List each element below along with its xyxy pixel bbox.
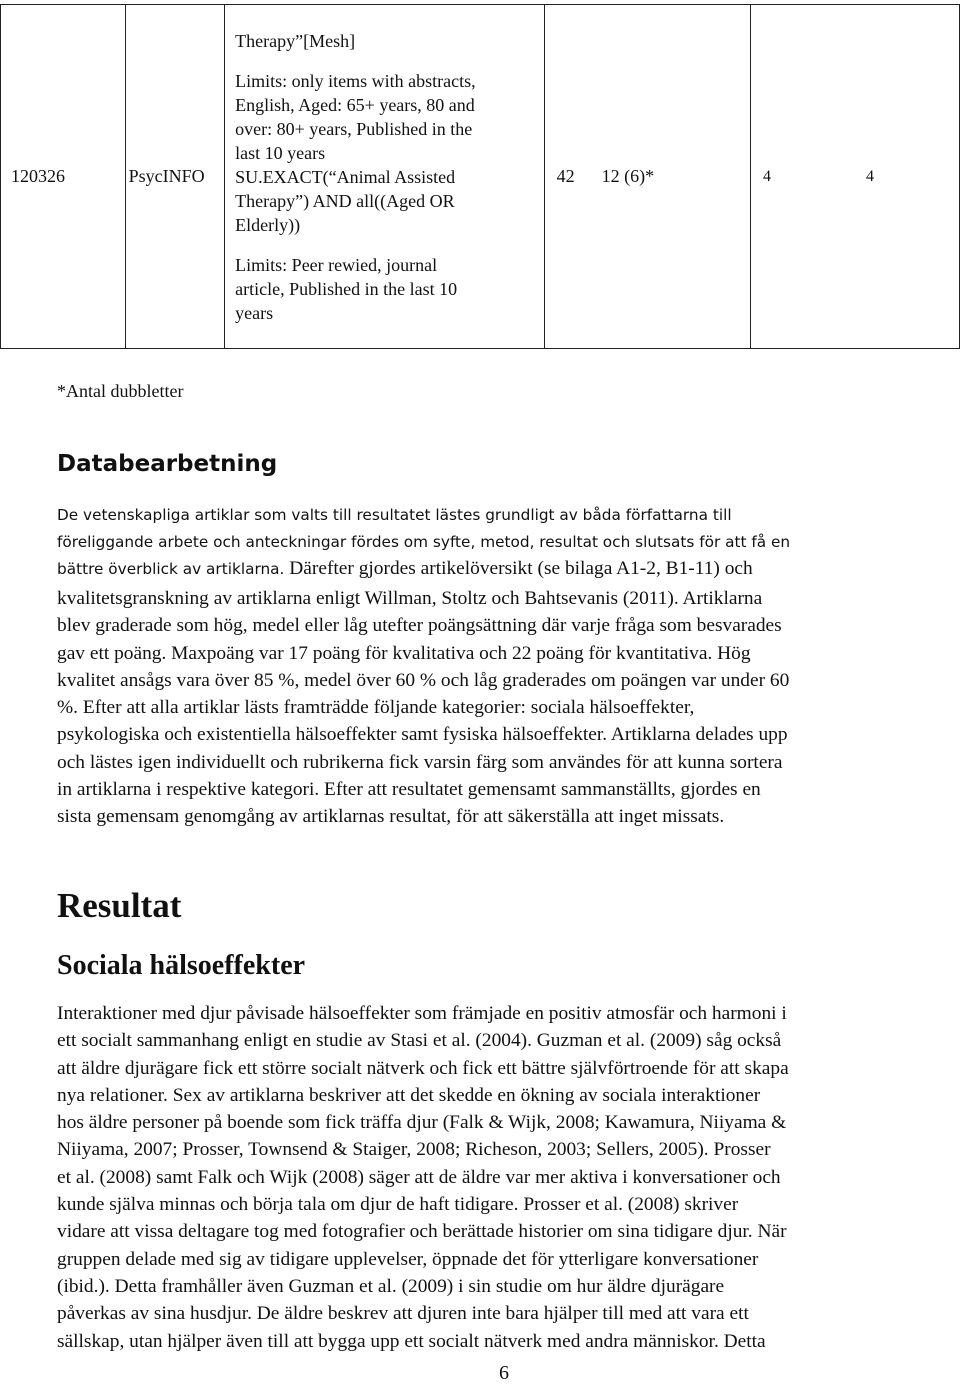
paragraph-line: psykologiska och existentiella hälsoeffekter samt fysiska hälsoeffekter. Artiklarna delades upp (57, 724, 788, 746)
databearbetning-paragraph (57, 502, 957, 582)
paragraph-line: kvalitetsgranskning av artiklarna enligt Willman, Stoltz och Bahtsevanis (2011). Artiklarna (57, 588, 763, 609)
paragraph-line: vidare att vissa deltagare tog med fotografier och berättade historier om sina tidigare djur. När (57, 1221, 787, 1243)
search-terms-lines (235, 29, 543, 325)
paragraph-line: Interaktioner med djur påvisade hälsoeffekter som främjade en positiv atmosfär och harmoni i (57, 1003, 787, 1024)
paragraph-line: påverkas av sina husdjur. De äldre beskrev att djuren inte bara hjälper till med att vara ett (57, 1303, 749, 1325)
paragraph-line: sista gemensam genomgång av artiklarnas resultat, för att säkerställa att inget missats. (57, 806, 725, 828)
paragraph-line: in artiklarna i respektive kategori. Efter att resultatet gemensamt sammanställts, gjordes en (57, 779, 761, 801)
subheading-sociala-halsoeffekter: Sociala hälsoeffekter (57, 950, 306, 981)
search-table (0, 4, 960, 349)
paragraph-line: kvalitet ansågs vara över 85 %, medel över 60 % och låg graderades om poängen var under 60 (57, 669, 790, 691)
search-term-line: Elderly)) (235, 214, 301, 235)
hits-value: 42 (556, 166, 575, 186)
paragraph-line: att äldre djurägare fick ett större socialt nätverk och fick ett bättre självförtroende för att skapa (57, 1057, 789, 1079)
line-gap (235, 53, 543, 69)
paragraph-line: gav ett poäng. Maxpoäng var 17 poäng för kvalitativa och 22 poäng för kvantitativa. Hög (57, 642, 751, 664)
paragraph-line: (ibid.). Detta framhåller även Guzman et al. (2009) i sin studie om hur äldre djurägare (57, 1275, 725, 1297)
counts-cell (750, 5, 959, 349)
search-term-line: years (235, 302, 274, 323)
date-cell: 120326 (1, 5, 126, 349)
search-term-line: Therapy”[Mesh] (235, 30, 356, 51)
search-term-line: article, Published in the last 10 (235, 278, 458, 299)
search-term-line: over: 80+ years, Published in the (235, 118, 473, 139)
paragraph-line: bättre överblick av artiklarna. Därefter gjordes artikelöversikt (se bilaga A1-2, B1-11) och (57, 557, 753, 579)
hits-cell (544, 5, 750, 349)
paragraph-line: kunde själva minnas och börja tala om djur de haft tidigare. Prosser et al. (2008) skriver (57, 1194, 739, 1216)
paragraph-line: hos äldre personer på boende som fick träffa djur (Falk & Wijk, 2008; Kawamura, Niiyama & (57, 1112, 787, 1134)
included-value: 4 (865, 167, 874, 185)
table-row (1, 5, 960, 349)
search-term-line: Limits: Peer rewied, journal (235, 254, 438, 275)
reviewed-value: 4 (762, 167, 771, 185)
line-gap (235, 237, 543, 253)
search-term-line: English, Aged: 65+ years, 80 and (235, 94, 475, 115)
section-heading-databearbetning: Databearbetning (57, 451, 278, 477)
search-term-line: Therapy”) AND all((Aged OR (235, 190, 455, 211)
paragraph-line: sällskap, utan hjälper även till att bygga upp ett socialt nätverk med andra människor. Detta (57, 1330, 766, 1352)
search-term-line: SU.EXACT(“Animal Assisted (235, 166, 456, 187)
paragraph-line: De vetenskapliga artiklar som valts till resultatet lästes grundligt av båda författarna till (57, 506, 732, 524)
paragraph-line: gruppen delade med sig av tidigare upplevelser, öppnade det för ytterligare konversationer (57, 1248, 759, 1270)
duplicates-footnote: *Antal dubbletter (57, 381, 184, 401)
section-heading-resultat: Resultat (57, 886, 182, 925)
search-term-line: last 10 years (235, 142, 326, 163)
paragraph-line: et al. (2008) samt Falk och Wijk (2008) säger att de äldre var mer aktiva i konversationer och (57, 1166, 781, 1188)
paragraph-line: Niiyama, 2007; Prosser, Townsend & Staiger, 2008; Richeson, 2003; Sellers, 2005). Prosser (57, 1139, 771, 1161)
database-cell: PsycINFO (125, 5, 225, 349)
paragraph-line: blev graderade som hög, medel eller låg utefter poängsättning där varje fråga som besvarades (57, 615, 782, 637)
selected-value: 12 (6)* (601, 166, 655, 186)
search-terms-cell (225, 5, 544, 349)
resultat-paragraph (57, 1000, 957, 1355)
databearbetning-paragraph-cont (57, 585, 957, 831)
page-number: 6 (499, 1362, 509, 1384)
search-term-line: Limits: only items with abstracts, (235, 70, 476, 91)
paragraph-line: nya relationer. Sex av artiklarna beskriver att det skedde en ökning av sociala interaktioner (57, 1084, 761, 1106)
paragraph-line: ett socialt sammanhang enligt en studie av Stasi et al. (2004). Guzman et al. (2009) såg också (57, 1030, 782, 1052)
paragraph-line: föreliggande arbete och anteckningar fördes om syfte, metod, resultat och slutsats för att få en (57, 532, 791, 551)
paragraph-line: och lästes igen individuellt och rubrikerna fick varsin färg som användes för att kunna sortera (57, 751, 783, 773)
paragraph-line: %. Efter att alla artiklar lästs framträdde följande kategorier: sociala hälsoeffekter, (57, 697, 695, 719)
